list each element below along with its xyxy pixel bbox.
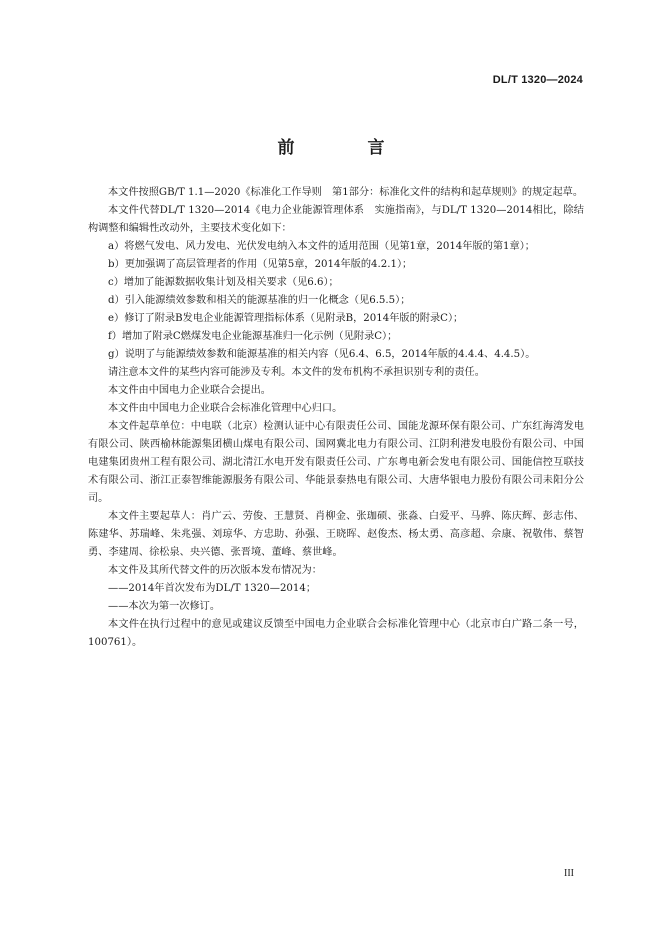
intro-paragraph: 本文件按照GB/T 1.1—2020《标准化工作导则 第1部分：标准化文件的结构和起草规则》的规定起草。: [108, 187, 584, 198]
history-item-2: ——本次为第一次修订。: [108, 601, 221, 612]
history-item-1: ——2014年首次发布为DL/T 1320—2014；: [108, 583, 317, 594]
change-item-a: a）将燃气发电、风力发电、光伏发电纳入本文件的适用范围（见第1章，2014年版的第1章）；: [108, 241, 535, 252]
standard-code: DL/T 1320—2024: [492, 74, 583, 86]
change-item-e: e）修订了附录B发电企业能源管理指标体系（见附录B，2014年版的附录C）；: [108, 313, 464, 324]
change-item-d: d）引入能源绩效参数和相关的能源基准的归一化概念（见6.5.5）；: [108, 295, 411, 306]
change-item-c: c）增加了能源数据收集计划及相关要求（见6.6）；: [108, 277, 339, 288]
drafters-paragraph: 本文件主要起草人：肖广云、劳俊、王慧贤、肖柳金、张珈硕、张淼、白爱平、马骅、陈庆辉、彭志伟、陈建华、苏瑞峰、朱兆强、刘琼华、方忠助、孙强、王晓晖、赵俊杰、杨太勇、高彦超、佘康、祝敬伟、蔡智勇、李建周、徐松泉、央兴德、张晋境、董峰、蔡世峰。: [88, 511, 584, 558]
drafting-units-paragraph: 本文件起草单位：中电联（北京）检测认证中心有限责任公司、国能龙源环保有限公司、广东红海湾发电有限公司、陕西榆林能源集团横山煤电有限公司、国网冀北电力有限公司、江阴利港发电股份有限公司、中国电建集团贵州工程有限公司、湖北清江水电开发有限责任公司、广东粤电新会发电有限公司、国能信控互联技术有限公司、浙江正泰智维能源服务有限公司、华能景泰热电有限公司、大唐华银电力股份有限公司耒阳分公司。: [88, 421, 584, 504]
history-intro-paragraph: 本文件及其所代替文件的历次版本发布情况为：: [108, 565, 322, 576]
feedback-paragraph: 本文件在执行过程中的意见或建议反馈至中国电力企业联合会标准化管理中心（北京市白广路二条一号，100761）。: [88, 619, 584, 648]
patent-paragraph: 请注意本文件的某些内容可能涉及专利。本文件的发布机构不承担识别专利的责任。: [108, 367, 485, 378]
change-item-f: f）增加了附录C燃煤发电企业能源基准归一化示例（见附录C）；: [108, 331, 398, 342]
managed-paragraph: 本文件由中国电力企业联合会标准化管理中心归口。: [108, 403, 343, 414]
replace-paragraph: 本文件代替DL/T 1320—2014《电力企业能源管理体系 实施指南》，与DL/T 1320—2014相比，除结构调整和编辑性改动外，主要技术变化如下：: [88, 205, 584, 234]
proposed-paragraph: 本文件由中国电力企业联合会提出。: [108, 385, 271, 396]
change-item-b: b）更加强调了高层管理者的作用（见第5章，2014年版的4.2.1）；: [108, 259, 413, 270]
foreword-body: [88, 184, 584, 652]
change-item-g: g）说明了与能源绩效参数和能源基准的相关内容（见6.4、6.5，2014年版的4.4.4、4.4.5）。: [108, 349, 536, 360]
page-title: 前 言: [277, 138, 413, 158]
page-number: III: [564, 868, 574, 879]
